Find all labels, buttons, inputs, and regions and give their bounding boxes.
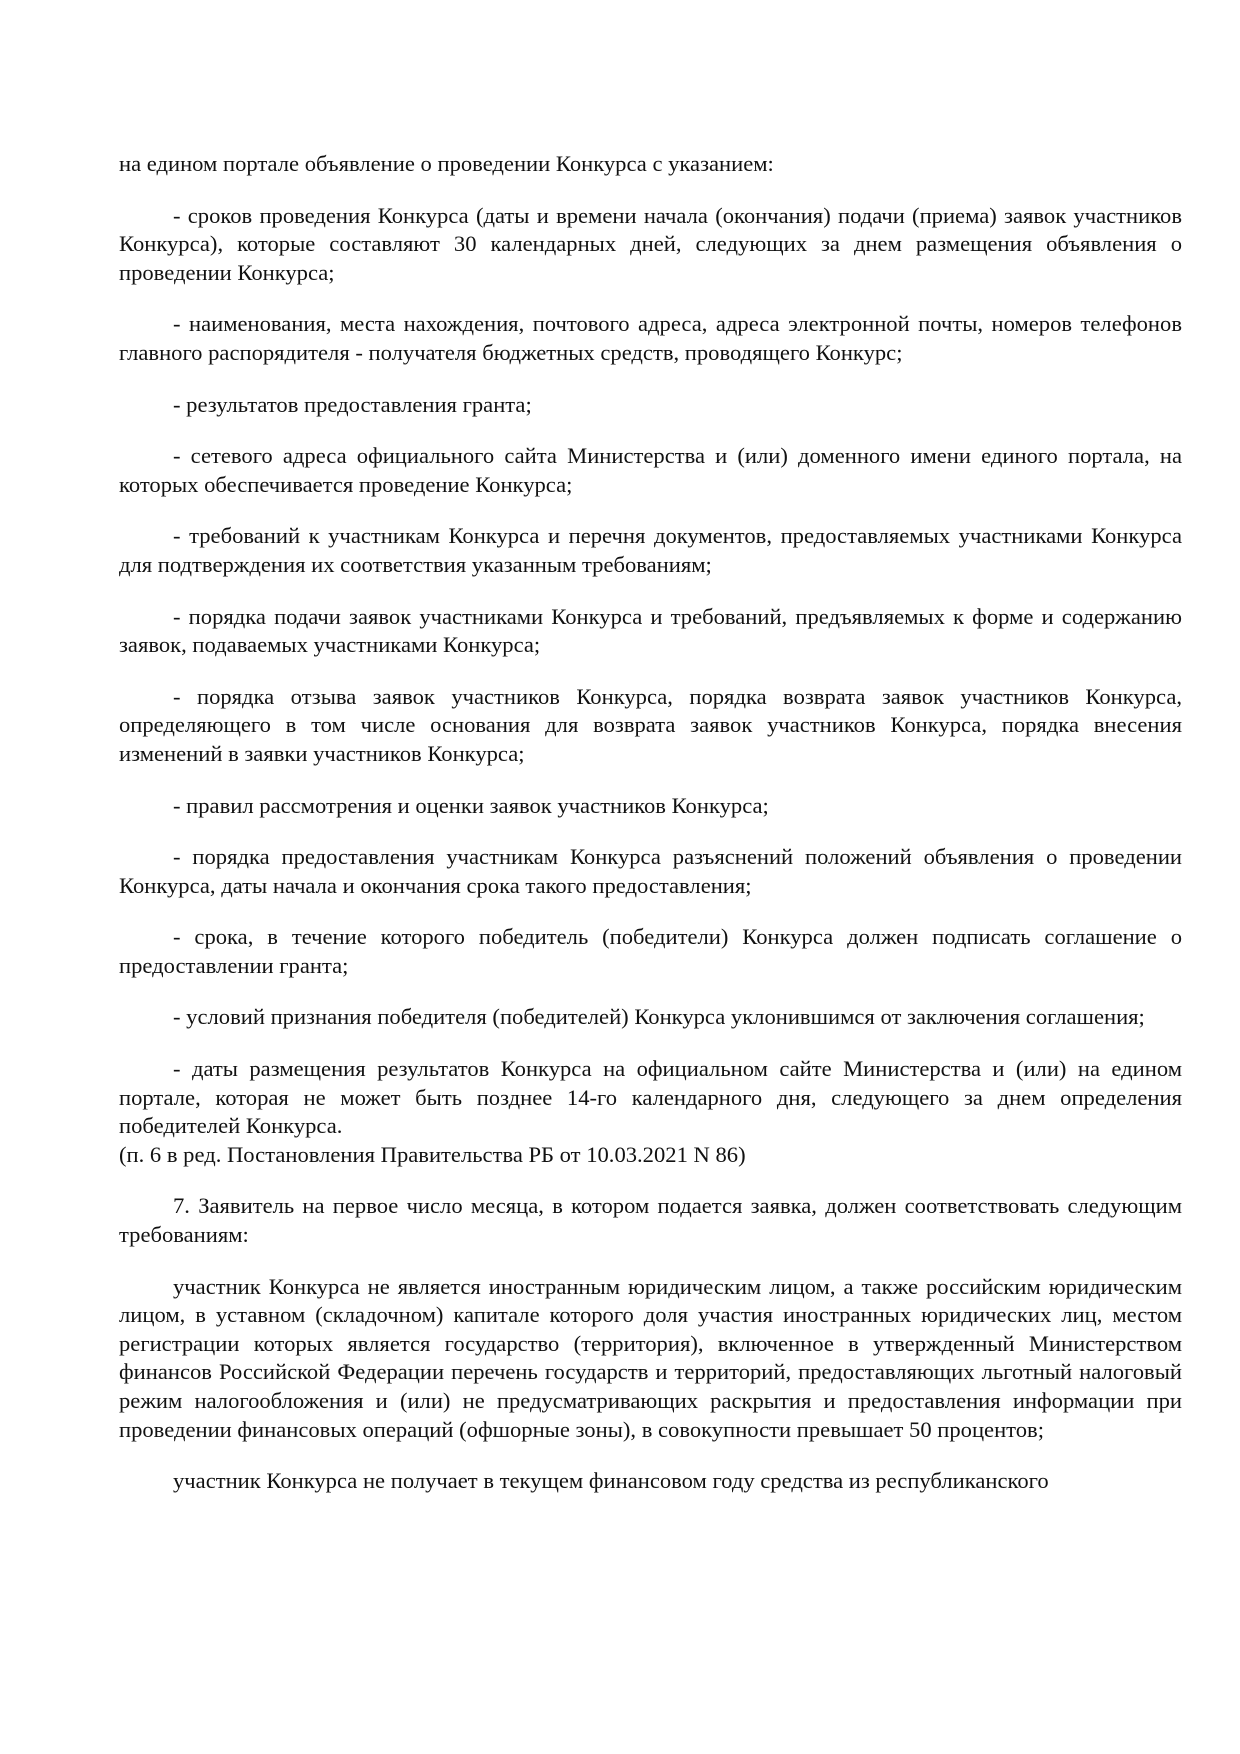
list-item-participant-requirements: - требований к участникам Конкурса и перечня документов, предоставляемых участниками Конкурса для подтверждения их соответствия указанным требованиям; <box>119 523 1182 577</box>
list-item-results-publication: - даты размещения результатов Конкурса на официальном сайте Министерства и (или) на едином портале, которая не может быть позднее 14-го календарного дня, следующего за днем определения победителей Конкурса. <box>119 1056 1182 1139</box>
requirement-budget-funds: участник Конкурса не получает в текущем финансовом году средства из республиканского <box>173 1468 1049 1494</box>
document-body <box>119 150 1182 1519</box>
paragraph-intro: на едином портале объявление о проведении Конкурса с указанием: <box>119 151 774 176</box>
list-item-organizer-contacts: - наименования, места нахождения, почтового адреса, адреса электронной почты, номеров телефонов главного распорядителя - получателя бюджетных средств, проводящего Конкурс; <box>119 311 1182 365</box>
list-item-withdrawal-procedure: - порядка отзыва заявок участников Конкурса, порядка возврата заявок участников Конкурса, определяющего в том числе основания для возврата заявок участников Конкурса, порядка внесения изменений в заявки участников Конкурса; <box>119 683 1182 766</box>
list-item-evasion-conditions: - условий признания победителя (победителей) Конкурса уклонившимся от заключения соглашения; <box>173 1004 1145 1030</box>
list-item-grant-results: - результатов предоставления гранта; <box>173 391 532 417</box>
list-item-evaluation-rules: - правил рассмотрения и оценки заявок участников Конкурса; <box>173 792 769 818</box>
list-item-application-procedure: - порядка подачи заявок участниками Конкурса и требований, предъявляемых к форме и содержанию заявок, подаваемых участниками Конкурса; <box>119 603 1182 658</box>
list-item-deadlines: - сроков проведения Конкурса (даты и времени начала (окончания) подачи (приема) заявок участников Конкурса), которые составляют 30 календарных дней, следующих за днем размещения объявления о проведении Конкурса; <box>119 202 1182 285</box>
list-item-signing-deadline: - срока, в течение которого победитель (победители) Конкурса должен подписать соглашение о предоставлении гранта; <box>119 924 1182 978</box>
requirement-offshore: участник Конкурса не является иностранным юридическим лицом, а также российским юридическим лицом, в уставном (складочном) капитале которого доля участия иностранных юридических лиц, местом регистрации которых является государство (территория), включенное в утвержденный Министерством финансов Российской Федерации перечень государств и территорий, предоставляющих льготный налоговый режим налогообложения и (или) не предусматривающих раскрытия и предоставления информации при проведении финансовых операций (офшорные зоны), в совокупности превышает 50 процентов; <box>119 1273 1182 1442</box>
amendment-note: (п. 6 в ред. Постановления Правительства РБ от 10.03.2021 N 86) <box>119 1141 746 1167</box>
list-item-website-address: - сетевого адреса официального сайта Министерства и (или) доменного имени единого портала, на которых обеспечивается проведение Конкурса; <box>119 443 1182 497</box>
clause-7: 7. Заявитель на первое число месяца, в котором подается заявка, должен соответствовать следующим требованиям: <box>119 1193 1182 1248</box>
list-item-clarifications: - порядка предоставления участникам Конкурса разъяснений положений объявления о проведении Конкурса, даты начала и окончания срока такого предоставления; <box>119 844 1182 898</box>
